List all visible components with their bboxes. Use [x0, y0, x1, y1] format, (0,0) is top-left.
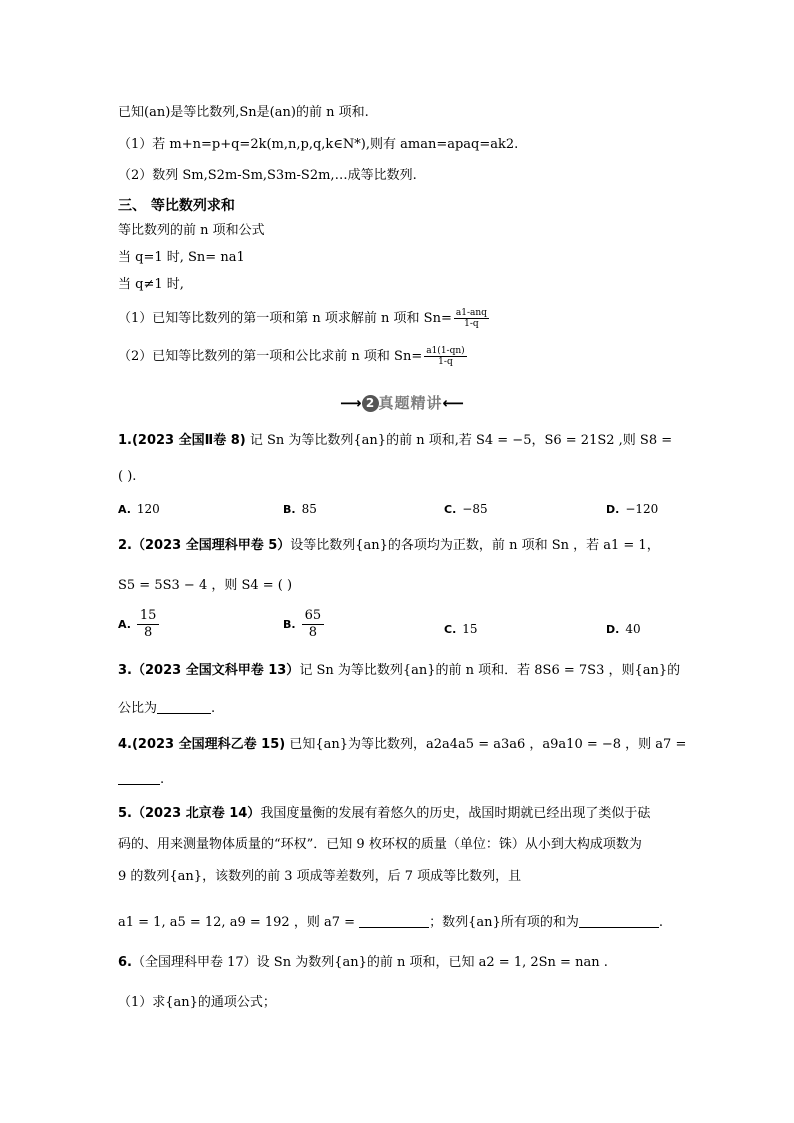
left-arrow-icon: ⟶: [340, 394, 362, 412]
case-q-not-1: 当 q≠1 时,: [118, 277, 184, 292]
q4-stem: 已知{an}为等比数列，a2a4a5 = a3a6 ，a9a10 = −8 ，则 a7 =: [289, 737, 687, 752]
formula-1-text: （1）已知等比数列的第一项和第 n 项求解前 n 项和 Sn=: [118, 311, 452, 326]
formula-2-text: （2）已知等比数列的第一项和公比求前 n 项和 Sn=: [118, 349, 423, 364]
q5-line-4b: ；数列{an}所有项的和为: [429, 915, 579, 930]
q1-stem: 记 Sn 为等比数列{an}的前 n 项和,若 S4 = −5，S6 = 21S2 ,则 S8 =: [249, 433, 673, 448]
q4-number: 4.: [118, 737, 132, 752]
intro-line: 已知(an)是等比数列,Sn是(an)的前 n 项和.: [118, 105, 369, 120]
answer-blank[interactable]: [579, 913, 659, 928]
q2-option-b: [283, 608, 324, 641]
q1-option-d: [606, 500, 658, 519]
number-badge: 2: [362, 395, 379, 412]
formula-2: [118, 346, 467, 367]
question-2: [118, 537, 660, 555]
q1-option-c: [444, 500, 488, 519]
q5-line-2: 码的、用来测量物体质量的“环权”．已知 9 枚环权的质量（单位：铢）从小到大构成项数为: [118, 837, 642, 852]
section-subheading: 等比数列的前 n 项和公式: [118, 223, 265, 238]
q2-option-d: [606, 620, 641, 639]
fraction-numerator: 65: [302, 608, 325, 625]
q1-option-b: [283, 500, 317, 519]
q6-stem: 设 Sn 为数列{an}的前 n 项和，已知 a2 = 1, 2Sn = nan .: [256, 955, 608, 970]
option-label: B.: [283, 618, 296, 631]
q3-source: （2023 全国文科甲卷 13）: [131, 663, 300, 678]
fraction-denominator: 8: [144, 625, 153, 640]
question-6: [118, 954, 608, 972]
option-text: 120: [136, 502, 160, 516]
option-text: 85: [301, 502, 317, 516]
property-2: （2）数列 Sm,S2m-Sm,S3m-S2m,…成等比数列.: [118, 168, 417, 183]
formula-1-numerator: a1-anq: [455, 308, 487, 318]
q1-number: 1.: [118, 433, 132, 448]
q5-line-3: 9 的数列{an}，该数列的前 3 项成等差数列，后 7 项成等比数列，且: [118, 869, 522, 884]
option-text: 40: [625, 622, 641, 636]
q1-source: (2023 全国Ⅱ卷 8): [131, 433, 246, 448]
formula-1-fraction: [454, 308, 489, 329]
option-label: C.: [444, 503, 457, 516]
option-label: D.: [606, 623, 620, 636]
q1-option-a: [118, 500, 160, 519]
formula-2-denominator: 1-q: [438, 357, 453, 367]
q4-source: (2023 全国理科乙卷 15): [131, 737, 286, 752]
option-label: B.: [283, 503, 296, 516]
q5-line-4c: .: [658, 915, 663, 930]
q5-number: 5.: [118, 806, 132, 821]
option-text: 15: [462, 622, 478, 636]
case-q-equals-1: 当 q=1 时, Sn= na1: [118, 250, 245, 265]
option-label: A.: [118, 503, 131, 516]
banner-title: 真题精讲: [378, 394, 443, 412]
q1-answer-paren: ( ).: [118, 469, 137, 484]
answer-blank[interactable]: [157, 699, 211, 714]
q2-option-a: [118, 608, 159, 641]
q6-number: 6.: [118, 955, 132, 970]
answer-blank[interactable]: [359, 913, 429, 928]
question-4: [118, 736, 686, 754]
fraction-denominator: 8: [308, 625, 317, 640]
question-3: [118, 662, 680, 680]
formula-2-numerator: a1(1-qn): [426, 346, 465, 356]
option-fraction: [137, 608, 160, 641]
fraction-numerator: 15: [137, 608, 160, 625]
option-text: −85: [462, 502, 488, 516]
right-arrow-icon: ⟵: [442, 394, 465, 412]
property-1: （1）若 m+n=p+q=2k(m,n,p,q,k∈N*),则有 aman=apaq=ak2.: [118, 137, 519, 152]
q3-stem-2: 公比为: [118, 701, 158, 716]
section-heading: 三、 等比数列求和: [118, 198, 235, 214]
q3-stem-line-2: [118, 699, 215, 718]
question-1: [118, 432, 672, 450]
option-fraction: [302, 608, 325, 641]
option-label: C.: [444, 623, 457, 636]
option-label: A.: [118, 618, 131, 631]
q2-source: （2023 全国理科甲卷 5）: [131, 538, 291, 553]
q2-number: 2.: [118, 538, 132, 553]
q5-line-1: 我国度量衡的发展有着悠久的历史，战国时期就已经出现了类似于砝: [260, 806, 651, 821]
q3-number: 3.: [118, 663, 132, 678]
formula-1-denominator: 1-q: [464, 319, 479, 329]
q5-source: （2023 北京卷 14）: [131, 806, 261, 821]
q6-source: （全国理科甲卷 17）: [131, 955, 257, 970]
question-5: [118, 805, 650, 823]
option-text: −120: [625, 502, 659, 516]
q2-option-c: [444, 620, 478, 639]
section-banner: [340, 392, 464, 413]
answer-blank[interactable]: [118, 770, 160, 785]
q5-line-4: [118, 913, 663, 932]
q2-stem: 设等比数列{an}的各项均为正数，前 n 项和 Sn ，若 a1 = 1，: [290, 538, 660, 553]
q6-part-1: （1）求{an}的通项公式；: [118, 995, 276, 1010]
formula-1: [118, 308, 489, 329]
q4-answer-line: [118, 770, 164, 789]
q4-end: .: [160, 772, 165, 787]
q3-end: .: [211, 701, 216, 716]
q2-stem-line-2: S5 = 5S3 − 4 ，则 S4 = ( ): [118, 578, 293, 593]
q5-line-4a: a1 = 1, a5 = 12, a9 = 192 ，则 a7 =: [118, 915, 356, 930]
option-label: D.: [606, 503, 620, 516]
formula-2-fraction: [424, 346, 466, 367]
q3-stem: 记 Sn 为等比数列{an}的前 n 项和．若 8S6 = 7S3 ，则{an}的: [299, 663, 681, 678]
